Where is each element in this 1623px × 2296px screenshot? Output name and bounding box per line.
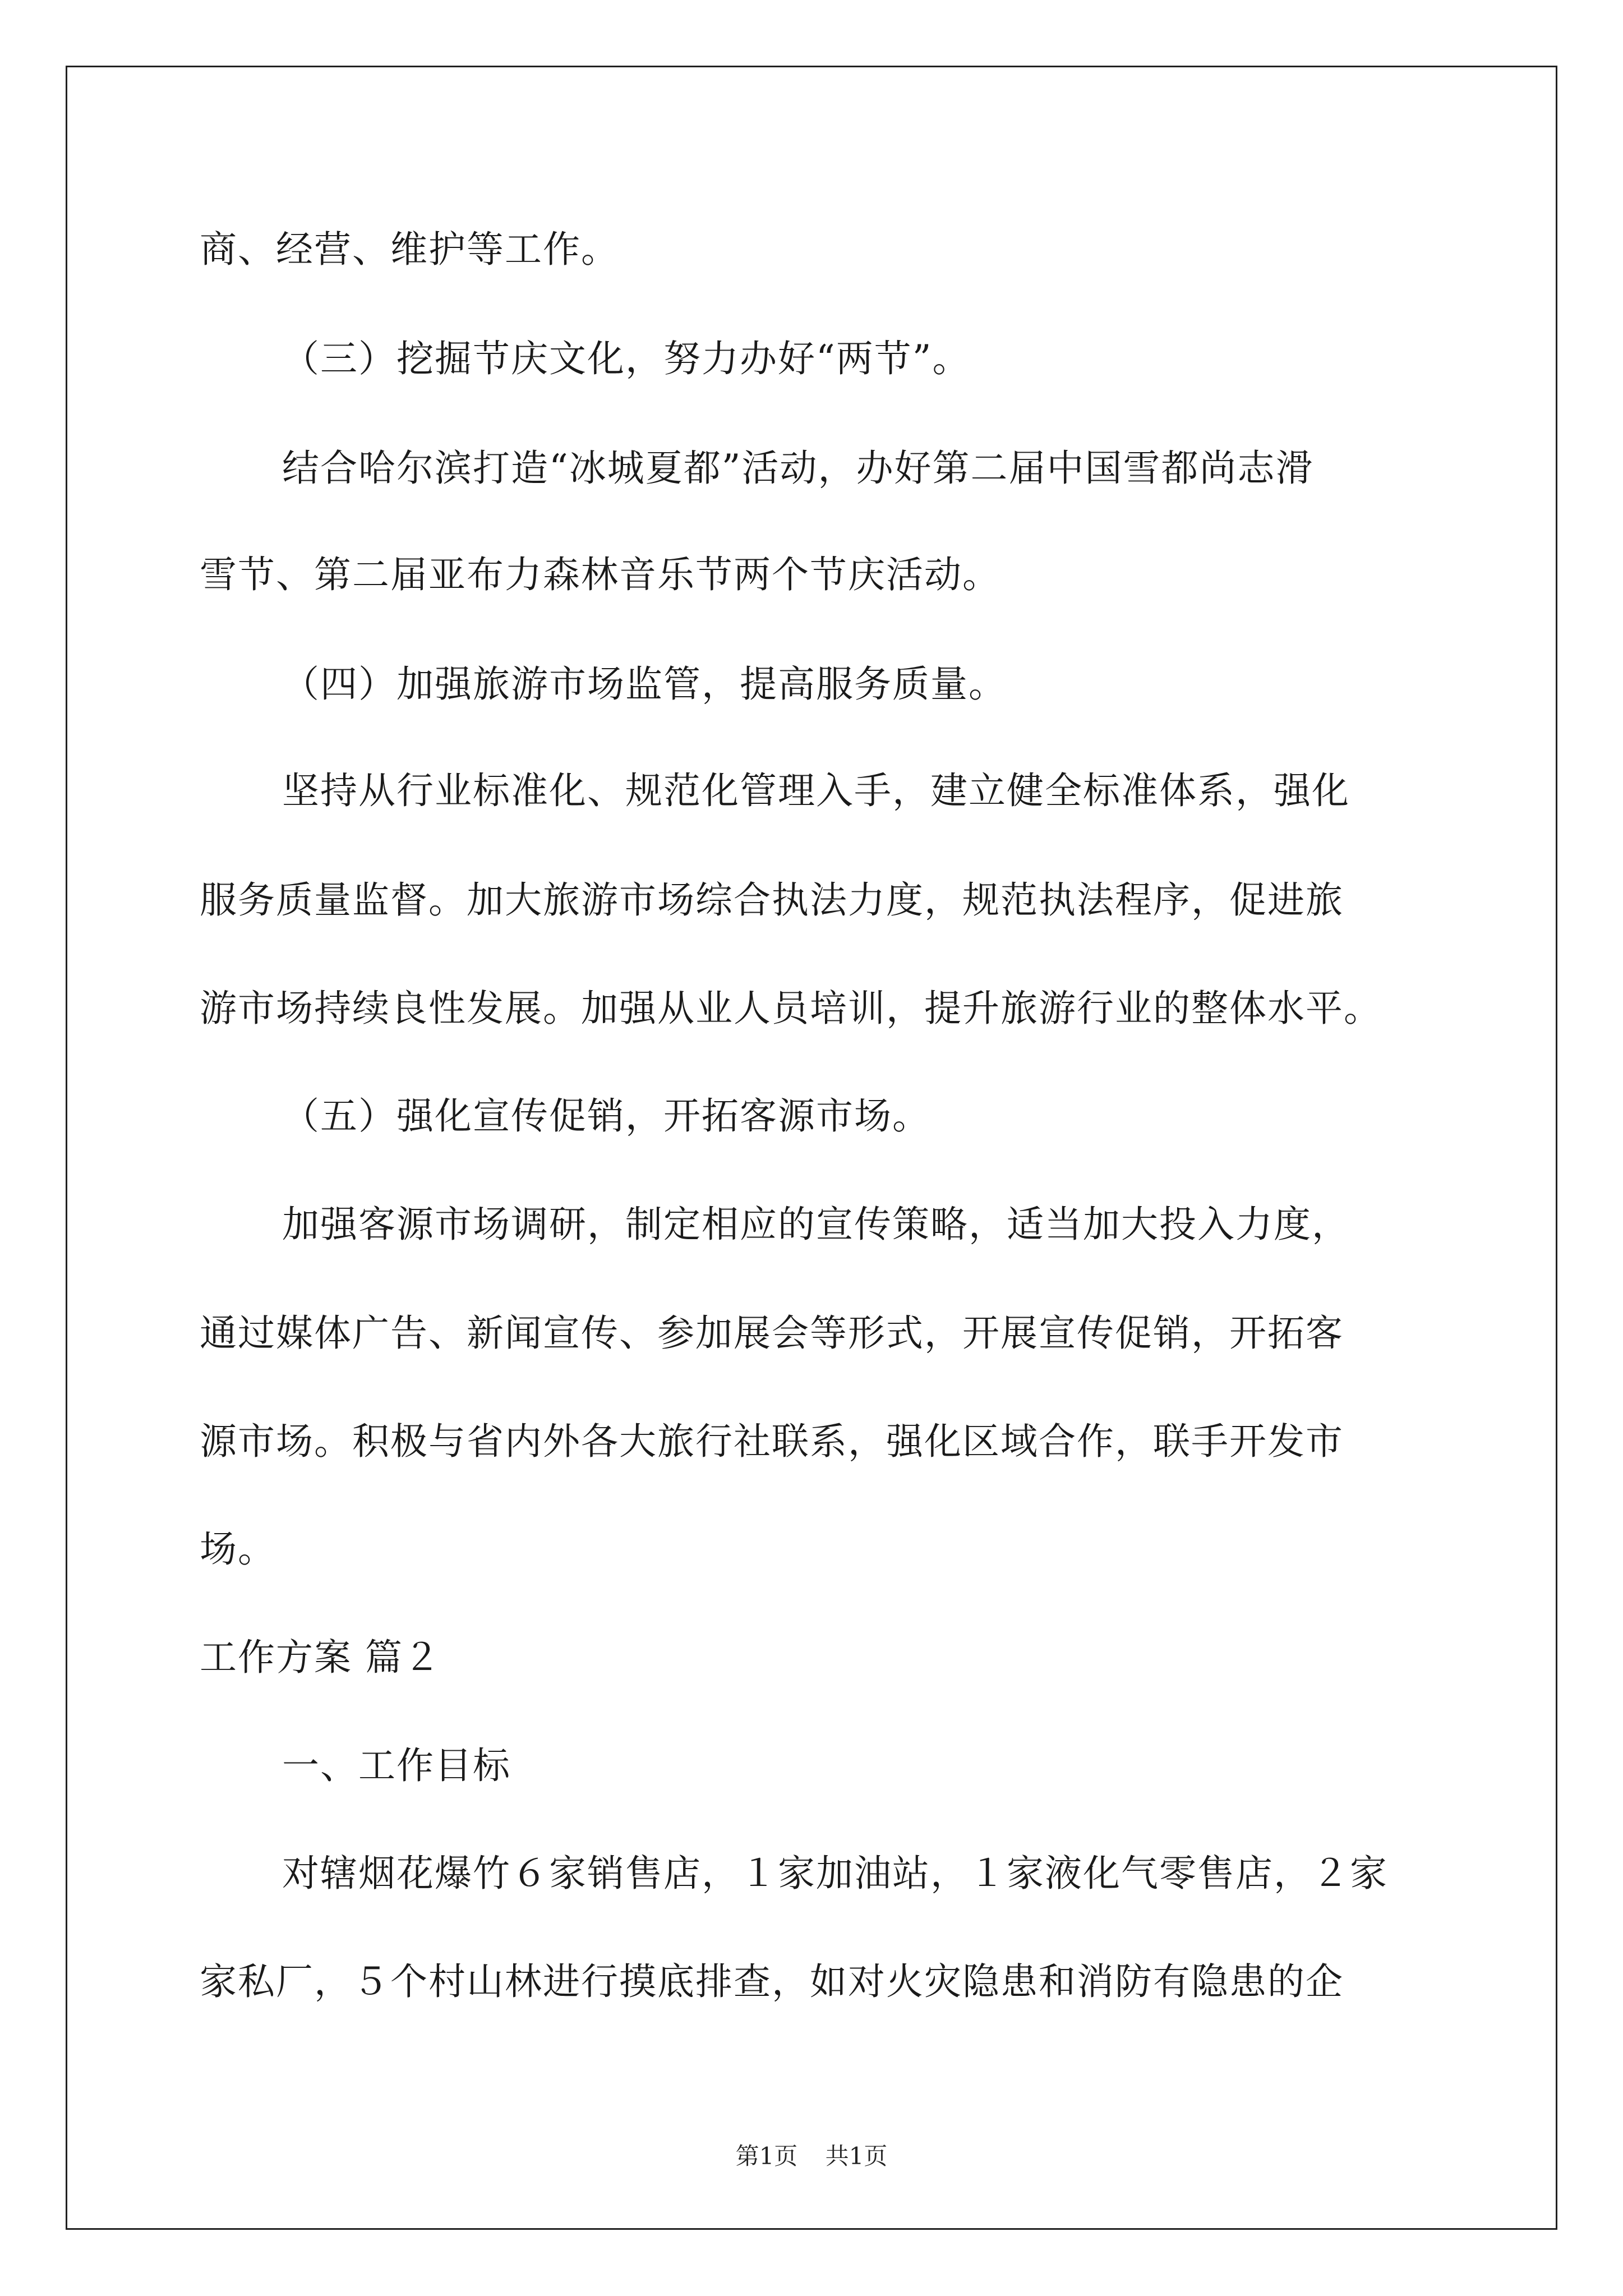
section-heading: （四）加强旅游市场监管，提高服务质量。: [282, 662, 1007, 706]
text-line: 场。: [200, 1527, 276, 1571]
page-footer: [0, 2142, 1623, 2171]
section-heading: （三）挖掘节庆文化，努力办好“两节”。: [282, 337, 971, 380]
section-heading: 一、工作目标: [282, 1744, 511, 1787]
text-line: 游市场持续良性发展。加强从业人员培训，提升旅游行业的整体水平。: [200, 987, 1382, 1030]
text-line: 坚持从行业标准化、规范化管理入手，建立健全标准体系，强化: [282, 769, 1350, 812]
text-line: 加强客源市场调研，制定相应的宣传策略，适当加大投入力度，: [282, 1203, 1350, 1246]
text-line: 通过媒体广告、新闻宣传、参加展会等形式，开展宣传促销，开拓客: [200, 1312, 1344, 1355]
text-line: 商、经营、维护等工作。: [200, 228, 619, 271]
section-heading: （五）强化宣传促销，开拓客源市场。: [282, 1094, 930, 1138]
page-number: 第1页: [735, 2142, 798, 2170]
page-border: [66, 66, 1557, 2230]
text-line: 服务质量监督。加大旅游市场综合执法力度，规范执法程序，促进旅: [200, 878, 1344, 922]
text-line: 雪节、第二届亚布力森林音乐节两个节庆活动。: [200, 553, 1000, 596]
text-line: 家私厂，５个村山林进行摸底排查，如对火灾隐患和消防有隐患的企: [200, 1960, 1344, 2003]
text-line: 源市场。积极与省内外各大旅行社联系，强化区域合作，联手开发市: [200, 1420, 1344, 1463]
page-total: 共1页: [825, 2142, 888, 2170]
document-title: 工作方案 篇２: [200, 1636, 441, 1679]
text-line: 对辖烟花爆竹６家销售店，１家加油站，１家液化气零售店，２家: [282, 1852, 1388, 1895]
text-line: 结合哈尔滨打造“冰城夏都”活动，办好第二届中国雪都尚志滑: [282, 447, 1314, 490]
